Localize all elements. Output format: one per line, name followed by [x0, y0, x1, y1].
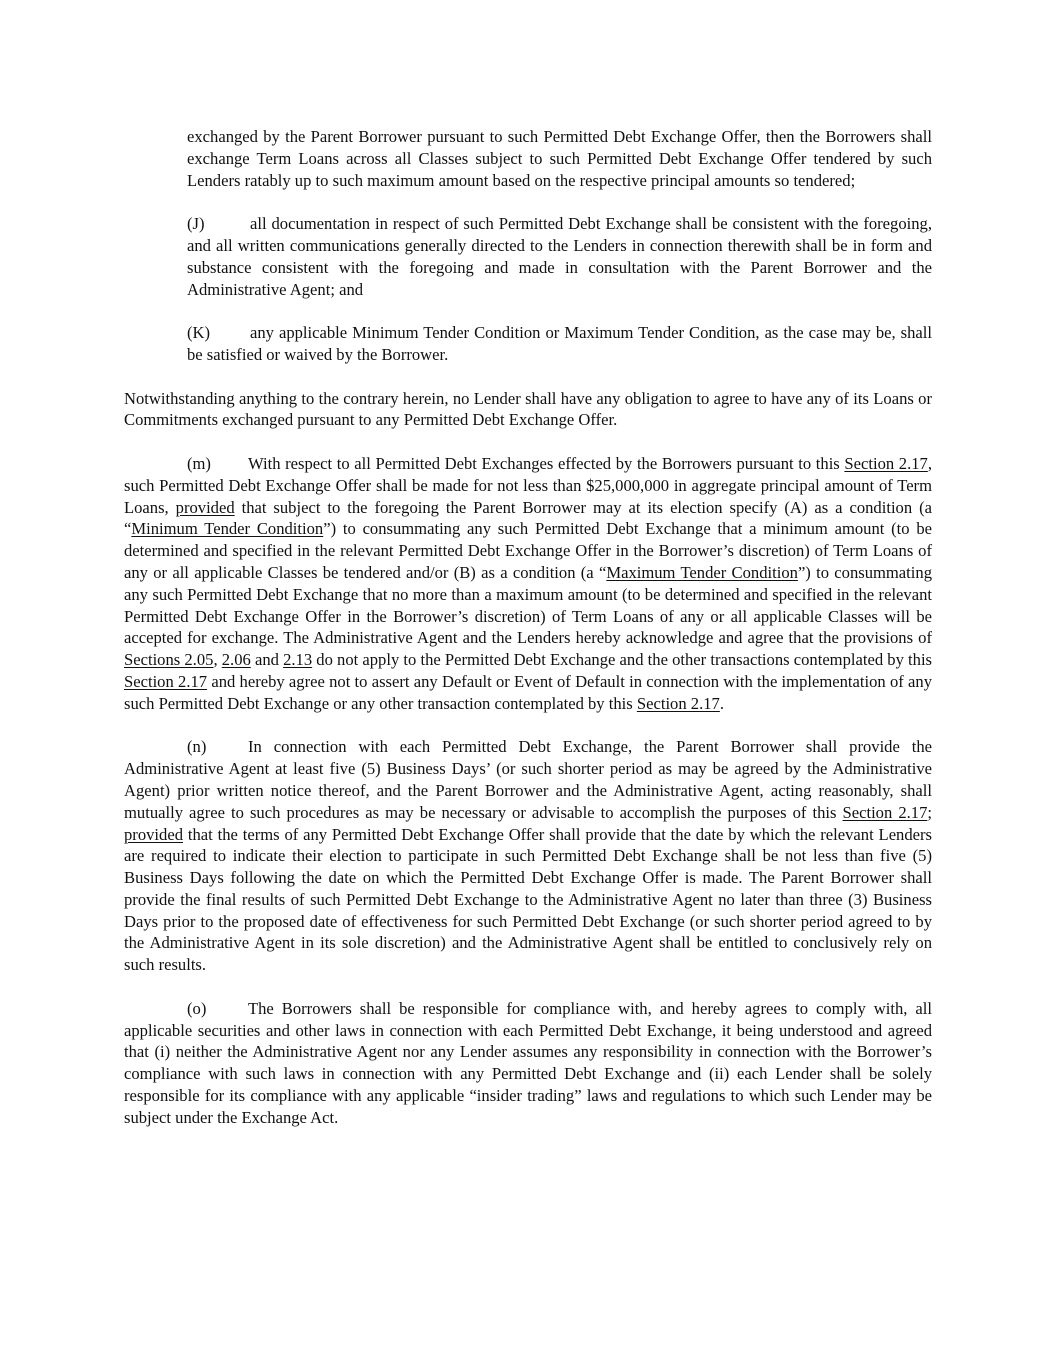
- paragraph-continuation: exchanged by the Parent Borrower pursuant to such Permitted Debt Exchange Offer, then the Borrowers shall exchange Term Loans across all Classes subject to such Permitted Debt Exchange Offer tendered by such Lenders ratably up to such maximum amount based on the respective principal amounts so tendered;: [187, 127, 932, 190]
- clause-m: (m) With respect to all Permitted Debt Exchanges effected by the Borrowers pursuant to this Section 2.17, such Permitted Debt Exchange Offer shall be made for not less than $25,000,000 in aggregate principal amount of Term Loans, provided that subject to the foregoing the Parent Borrower may at its election specify (A) as a condition (a “Minimum Tender Condition”) to consummating any such Permitted Debt Exchange that a minimum amount (to be determined and specified in the relevant Permitted Debt Exchange Offer in the Borrower’s discretion) of Term Loans of any or all applicable Classes be tendered and/or (B) as a condition (a “Maximum Tender Condition”) to consummating any such Permitted Debt Exchange that no more than a maximum amount (to be determined and specified in the relevant Permitted Debt Exchange Offer in the Borrower’s discretion) of Term Loans of any or all applicable Classes will be accepted for exchange. The Administrative Agent and the Lenders hereby acknowledge and agree that the provisions of Sections 2.05, 2.06 and 2.13 do not apply to the Permitted Debt Exchange and the other transactions contemplated by this Section 2.17 and hereby agree not to assert any Default or Event of Default in connection with the implementation of any such Permitted Debt Exchange or any other transaction contemplated by this Section 2.17.: [124, 453, 933, 713]
- clause-marker: (J): [187, 214, 205, 234]
- clause-text: all documentation in respect of such Permitted Debt Exchange shall be consistent with the foregoing, and all written communications generally directed to the Lenders in connection therewith shall be in form and substance consistent with the foregoing and made in consultation with the Parent Borrower and the Administrative Agent; and: [187, 214, 932, 299]
- section-reference: Section 2.17: [842, 802, 928, 822]
- clause-marker: (K): [187, 323, 211, 343]
- section-reference: 2.06: [221, 650, 251, 670]
- section-reference: 2.13: [283, 650, 313, 670]
- section-reference: Section 2.17: [844, 453, 928, 473]
- clause-j: [187, 213, 932, 300]
- clause-k: [187, 322, 932, 366]
- clause-marker: (o): [187, 998, 207, 1018]
- clause-n: (n) In connection with each Permitted Debt Exchange, the Parent Borrower shall provide the Administrative Agent at least five (5) Business Days’ (or such shorter period as may be agreed by the Administrative Agent) prior written notice thereof, and the Parent Borrower and the Administrative Agent, acting reasonably, shall mutually agree to such procedures as may be necessary or advisable to accomplish the purposes of this Section 2.17; provided that the terms of any Permitted Debt Exchange Offer shall provide that the date by which the relevant Lenders are required to indicate their election to participate in such Permitted Debt Exchange shall be not less than five (5) Business Days following the date on which the Permitted Debt Exchange Offer is made. The Parent Borrower shall provide the final results of such Permitted Debt Exchange to the Administrative Agent no later than three (3) Business Days prior to the proposed date of effectiveness for such Permitted Debt Exchange (or such shorter period agreed to by the Administrative Agent in its sole discretion) and the Administrative Agent shall be entitled to conclusively rely on such results.: [124, 737, 932, 975]
- clause-marker: (n): [187, 737, 207, 757]
- clause-text: any applicable Minimum Tender Condition or Maximum Tender Condition, as the case may be, shall be satisfied or waived by the Borrower.: [187, 323, 932, 364]
- defined-term-minimum-tender: Minimum Tender Condition: [131, 519, 324, 539]
- document-page: [124, 126, 932, 1129]
- defined-term-maximum-tender: Maximum Tender Condition: [606, 562, 798, 582]
- section-reference: Section 2.17: [124, 671, 208, 691]
- section-reference: Section 2.17: [636, 693, 720, 713]
- clause-o: (o) The Borrowers shall be responsible for compliance with, and hereby agrees to comply with, all applicable securities and other laws in connection with each Permitted Debt Exchange, it being understood and agreed that (i) neither the Administrative Agent nor any Lender assumes any responsibility in connection with the Borrower’s compliance with such laws in connection with any Permitted Debt Exchange and (ii) each Lender shall be solely responsible for its compliance with any applicable “insider trading” laws and regulations to which such Lender may be subject under the Exchange Act.: [124, 998, 932, 1127]
- provided-term: provided: [175, 497, 235, 517]
- clause-marker: (m): [187, 453, 211, 473]
- section-reference: Sections 2.05: [124, 650, 214, 670]
- notwithstanding-paragraph: Notwithstanding anything to the contrary herein, no Lender shall have any obligation to agree to have any of its Loans or Commitments exchanged pursuant to any Permitted Debt Exchange Offer.: [124, 388, 932, 430]
- provided-term: provided: [124, 824, 183, 844]
